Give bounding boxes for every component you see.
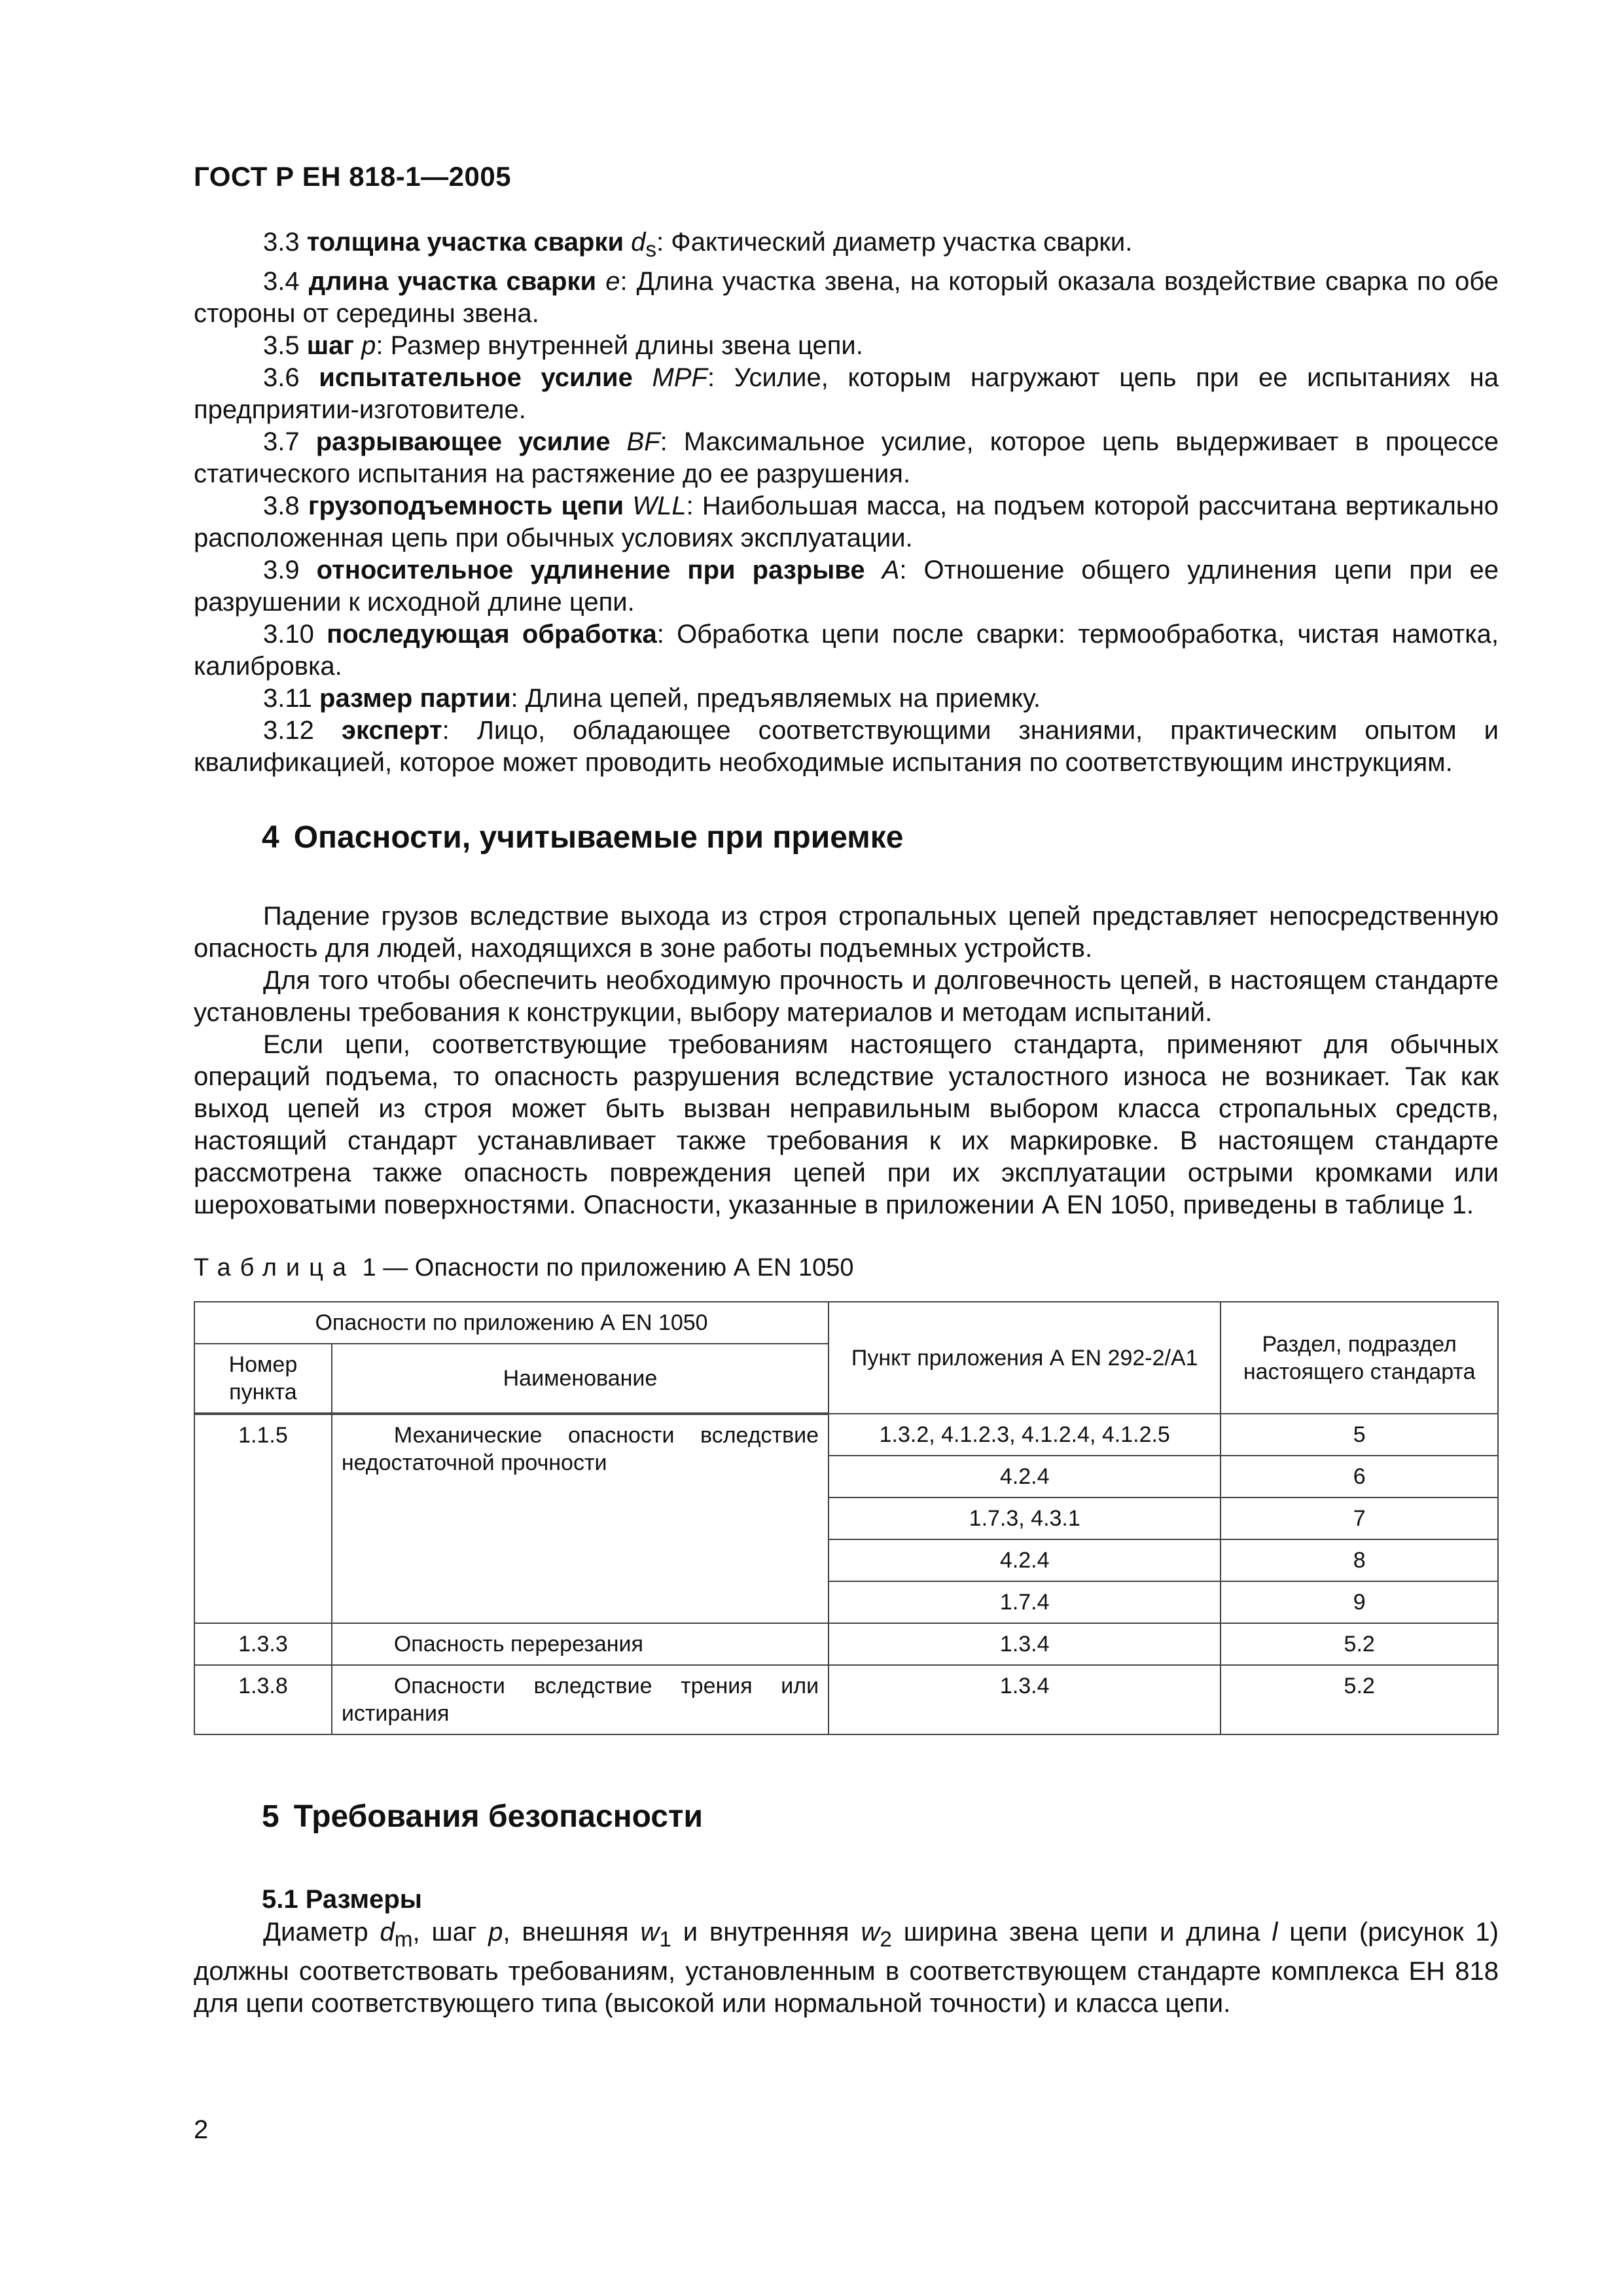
paragraph: Если цепи, соответствующие требованиям настоящего стандарта, применяют для обычных операций подъема, то опасность разрушения вследствие усталостного износа не возникает. Так как выход цепей из строя может быть вызван неправильным выбором класса стропальных средств, настоящий стандарт устанавливает также требования к их маркировке. В настоящем стандарте рассмотрена также опасность повреждения цепей при их эксплуатации острыми кромками или шероховатыми поверхностями. Опасности, указанные в приложении А EN 1050, приведены в таблице 1.	[194, 1030, 1499, 1219]
table-caption: Таблица 1 — Опасности по приложению А EN 1050	[194, 1254, 854, 1282]
definitions-list	[194, 226, 1499, 779]
header-standard-section: Раздел, подраздел настоящего стандарта	[1221, 1302, 1498, 1414]
header-item-number: Номер пункта	[194, 1344, 332, 1414]
table-row: 1.3.3 Опасность перерезания 1.3.4 5.2	[194, 1623, 1498, 1665]
section-5-1-body	[194, 1916, 1499, 2020]
table-row: 1.7.4 9	[194, 1581, 1498, 1623]
section-4-body	[194, 901, 1499, 1221]
paragraph: Для того чтобы обеспечить необходимую прочность и долговечность цепей, в настоящем стандарте установлены требования к конструкции, выбору материалов и методам испытаний.	[194, 966, 1499, 1027]
definition-item: 3.6 испытательное усилие MPF: Усилие, которым нагружают цепь при ее испытаниях на предприятии-изготовителе.	[194, 363, 1499, 424]
table-row: 1.7.3, 4.3.1 7	[194, 1498, 1498, 1539]
table-row: 4.2.4 8	[194, 1539, 1498, 1581]
definition-item: 3.8 грузоподъемность цепи WLL: Наибольшая масса, на подъем которой рассчитана вертикально расположенная цепь при обычных условиях эксплуатации.	[194, 492, 1499, 552]
definition-item: 3.3 толщина участка сварки $d_s$: Фактический диаметр участка сварки.	[263, 228, 1133, 262]
definition-item: 3.9 относительное удлинение при разрыве A: Отношение общего удлинения цепи при ее разрушении к исходной длине цепи.	[194, 556, 1499, 617]
paragraph: Падение грузов вследствие выхода из строя стропальных цепей представляет непосредственную опасность для людей, находящихся в зоне работы подъемных устройств.	[194, 902, 1499, 963]
definition-item: 3.12 эксперт: Лицо, обладающее соответствующими знаниями, практическим опытом и квалификацией, которое может проводить необходимые испытания по соответствующим инструкциям.	[194, 716, 1499, 777]
header-annex-clause: Пункт приложения А EN 292-2/А1	[829, 1302, 1221, 1414]
definition-item: 3.5 шаг p: Размер внутренней длины звена цепи.	[263, 331, 863, 360]
section-5-heading: 5 Требования безопасности	[262, 1799, 704, 1834]
subsection-5-1-heading: 5.1 Размеры	[262, 1885, 422, 1914]
definition-item: 3.10 последующая обработка: Обработка цепи после сварки: термообработка, чистая намотка, калибровка.	[194, 620, 1499, 681]
document-header: ГОСТ Р ЕН 818-1—2005	[194, 161, 512, 192]
table-row: 1.3.8 Опасности вследствие трения или истирания 1.3.4 5.2	[194, 1665, 1498, 1734]
section-4-heading: 4 Опасности, учитываемые при приемке	[262, 820, 904, 855]
hazards-table	[194, 1301, 1499, 1735]
table-row: 4.2.4 6	[194, 1456, 1498, 1498]
definition-item: 3.7 разрывающее усилие BF: Максимальное усилие, которое цепь выдерживает в процессе статического испытания на растяжение до ее разрушения.	[194, 427, 1499, 488]
definition-item: 3.4 длина участка сварки e: Длина участка звена, на который оказала воздействие сварка по обе стороны от середины звена.	[194, 267, 1499, 328]
paragraph: Диаметр $d_m$, шаг p, внешняя $w_1$ и внутренняя $w_2$ ширина звена цепи и длина l цепи (рисунок 1) должны соответствовать требованиям, установленным в соответствующем стандарте комплекса ЕН 818 для цепи соответствующего типа (высокой или нормальной точности) и класса цепи.	[194, 1918, 1499, 2018]
header-item-name: Наименование	[332, 1344, 829, 1414]
definition-item: 3.11 размер партии: Длина цепей, предъявляемых на приемку.	[263, 684, 1041, 713]
header-hazards-group: Опасности по приложению А EN 1050	[194, 1302, 829, 1344]
table-row: 1.1.5 Механические опасности вследствие недостаточной прочности 1.3.2, 4.1.2.3, 4.1.2.4, 4.1.2.5 5	[194, 1414, 1498, 1456]
page-number: 2	[194, 2115, 209, 2144]
